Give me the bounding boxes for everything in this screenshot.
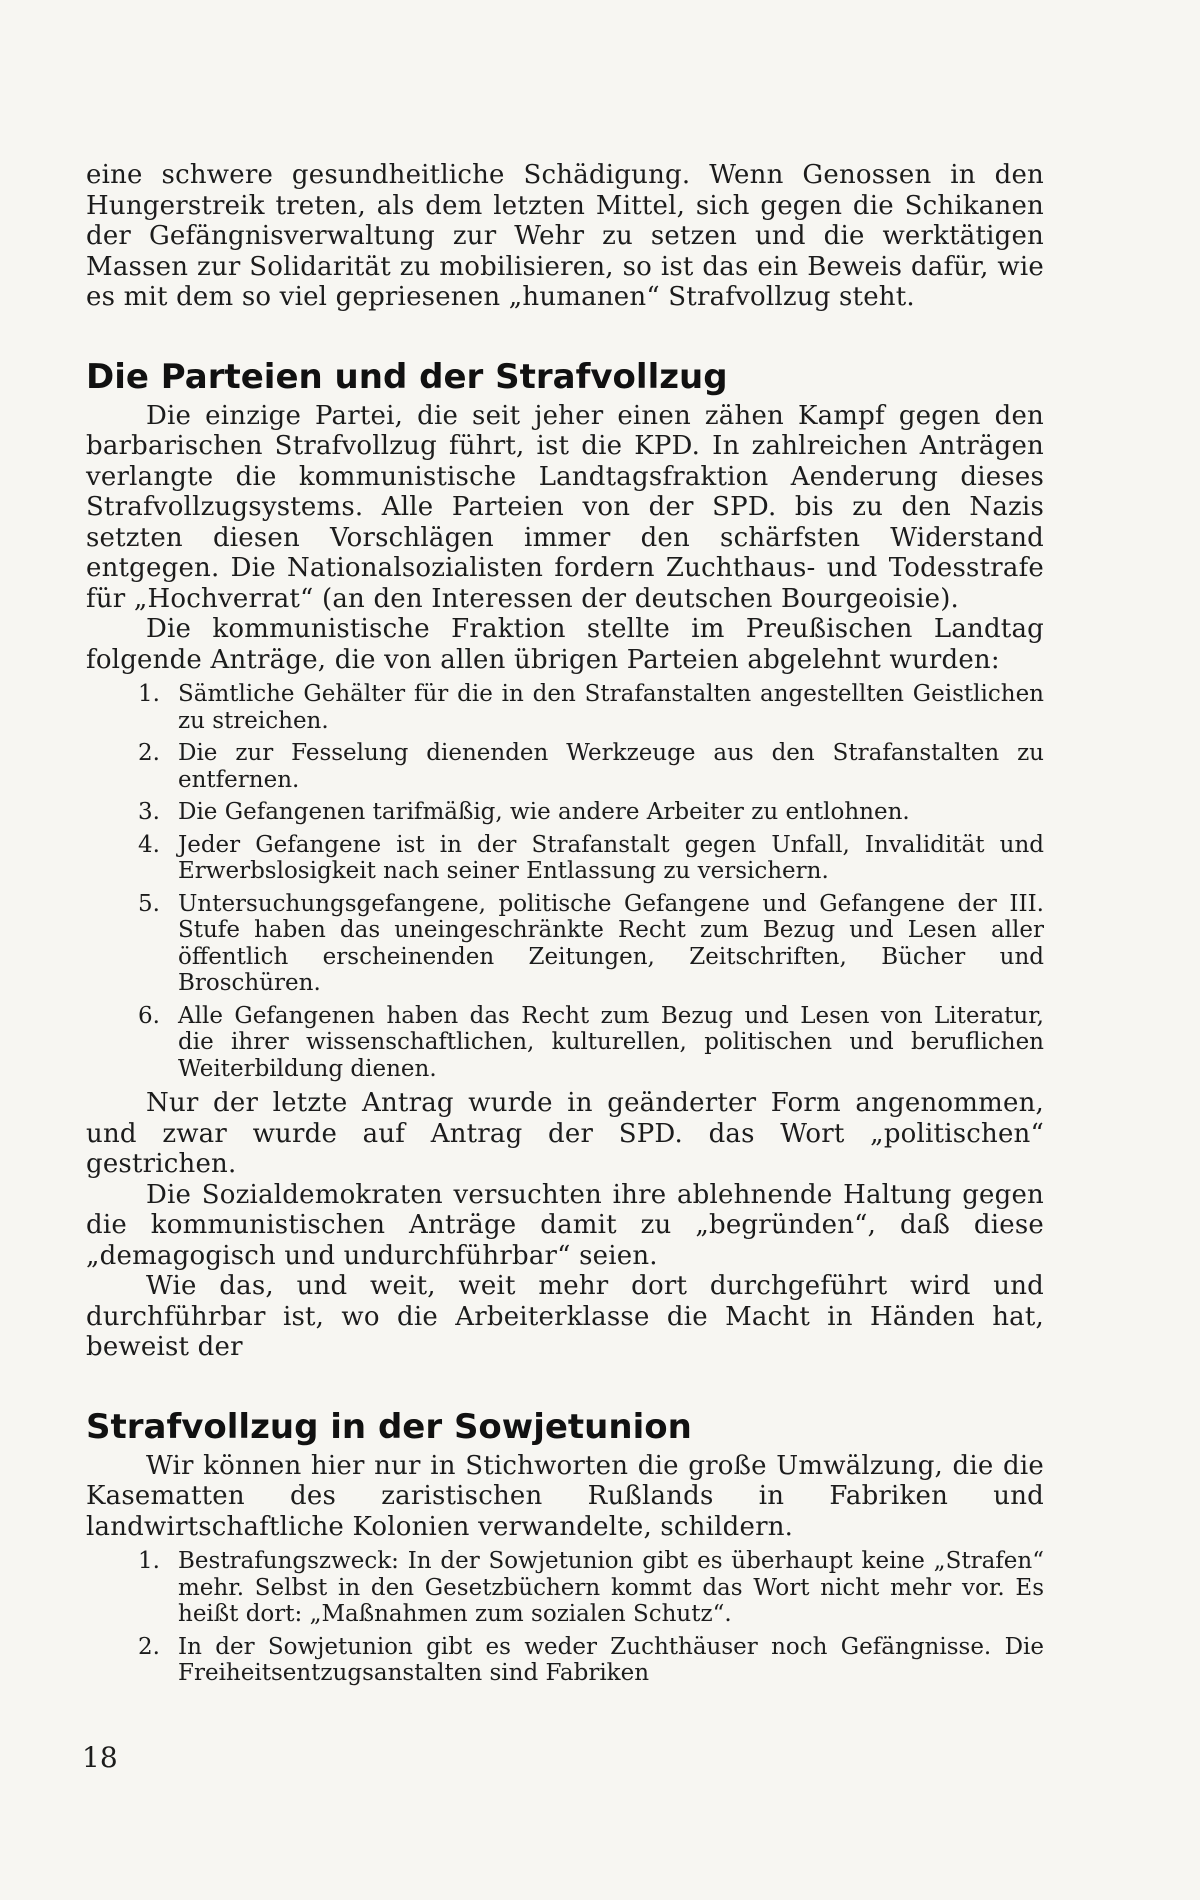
section1-paragraph-2: Die kommunistische Fraktion stellte im Preußischen Landtag folgende Anträge, die von allen übrigen Parteien abgelehnt wurden: xyxy=(86,614,1044,675)
section1-paragraph-3: Nur der letzte Antrag wurde in geänderter Form angenommen, und zwar wurde auf Antrag der SPD. das Wort „politischen“ gestrichen. xyxy=(86,1088,1044,1179)
list-item xyxy=(86,832,1044,885)
list-item-number: 5. xyxy=(138,890,160,917)
list-item xyxy=(86,891,1044,997)
list-item-number: 2. xyxy=(138,1633,160,1660)
list-item xyxy=(86,1003,1044,1083)
list-item xyxy=(86,1548,1044,1628)
section2-paragraph-1: Wir können hier nur in Stichworten die große Umwälzung, die die Kasematten des zaristischen Rußlands in Fabriken und landwirtschaftliche Kolonien verwandelte, schildern. xyxy=(86,1450,1044,1542)
section1-paragraph-5: Wie das, und weit, weit mehr dort durchgeführt wird und durchführbar ist, wo die Arbeiterklasse die Macht in Händen hat, beweist der xyxy=(86,1271,1044,1362)
section-heading-parteien: Die Parteien und der Strafvollzug xyxy=(86,356,728,397)
list-item-text: Die zur Fesselung dienenden Werkzeuge aus den Strafanstalten zu entfernen. xyxy=(178,740,1044,793)
motions-list xyxy=(86,681,1044,1082)
list-item-number: 2. xyxy=(138,740,160,766)
list-item-number: 3. xyxy=(138,799,160,825)
soviet-list xyxy=(86,1548,1044,1687)
text-column xyxy=(86,160,1044,1693)
list-item-text: Die Gefangenen tarifmäßig, wie andere Arbeiter zu entlohnen. xyxy=(178,799,910,825)
list-item xyxy=(86,681,1044,734)
list-item-text: Bestrafungszweck: In der Sowjetunion gibt es überhaupt keine „Strafen“ mehr. Selbst in den Gesetzbüchern kommt das Wort nicht mehr vor. Es heißt dort: „Maßnahmen zum sozialen Schutz“. xyxy=(178,1548,1044,1627)
section-heading-sowjetunion: Strafvollzug in der Sowjetunion xyxy=(86,1406,692,1447)
list-item xyxy=(86,799,1044,826)
list-item xyxy=(86,1634,1044,1687)
intro-paragraph: eine schwere gesundheitliche Schädigung. Wenn Genossen in den Hungerstreik treten, als dem letzten Mittel, sich gegen die Schikanen der Gefängnisverwaltung zur Wehr zu setzen und die werktätigen Massen zur Solidarität zu mobilisieren, so ist das ein Beweis dafür, wie es mit dem so viel gepriesenen „humanen“ Strafvollzug steht. xyxy=(86,160,1044,312)
section1-paragraph-4: Die Sozialdemokraten versuchten ihre ablehnende Haltung gegen die kommunistischen Anträge damit zu „begründen“, daß diese „demagogisch und undurchführbar“ seien. xyxy=(86,1179,1044,1271)
list-item-text: Untersuchungsgefangene, politische Gefangene und Gefangene der III. Stufe haben das uneingeschränkte Recht zum Bezug und Lesen aller öffentlich erscheinenden Zeitungen, Zeitschriften, Bücher und Broschüren. xyxy=(178,890,1044,996)
list-item-number: 1. xyxy=(138,681,160,707)
list-item-number: 6. xyxy=(138,1002,160,1029)
list-item-number: 1. xyxy=(138,1548,160,1574)
list-item-text: Jeder Gefangene ist in der Strafanstalt gegen Unfall, Invalidität und Erwerbslosigkeit nach seiner Entlassung zu versichern. xyxy=(178,831,1044,884)
list-item xyxy=(86,740,1044,793)
list-item-text: Sämtliche Gehälter für die in den Strafanstalten angestellten Geistlichen zu streichen. xyxy=(178,681,1044,734)
list-item-text: In der Sowjetunion gibt es weder Zuchthäuser noch Gefängnisse. Die Freiheitsentzugsanstalten sind Fabriken xyxy=(178,1633,1044,1686)
page-number: 18 xyxy=(82,1741,118,1774)
section1-paragraph-1: Die einzige Partei, die seit jeher einen zähen Kampf gegen den barbarischen Strafvollzug führt, ist die KPD. In zahlreichen Anträgen verlangte die kommunistische Landtagsfraktion Aenderung dieses Strafvollzugsystems. Alle Parteien von der SPD. bis zu den Nazis setzten diesen Vorschlägen immer den schärfsten Widerstand entgegen. Die Nationalsozialisten fordern Zuchthaus- und Todesstrafe für „Hochverrat“ (an den Interessen der deutschen Bourgeoisie). xyxy=(86,400,1044,614)
list-item-text: Alle Gefangenen haben das Recht zum Bezug und Lesen von Literatur, die ihrer wissenschaftlichen, kulturellen, politischen und beruflichen Weiterbildung dienen. xyxy=(178,1002,1044,1082)
list-item-number: 4. xyxy=(138,831,160,858)
